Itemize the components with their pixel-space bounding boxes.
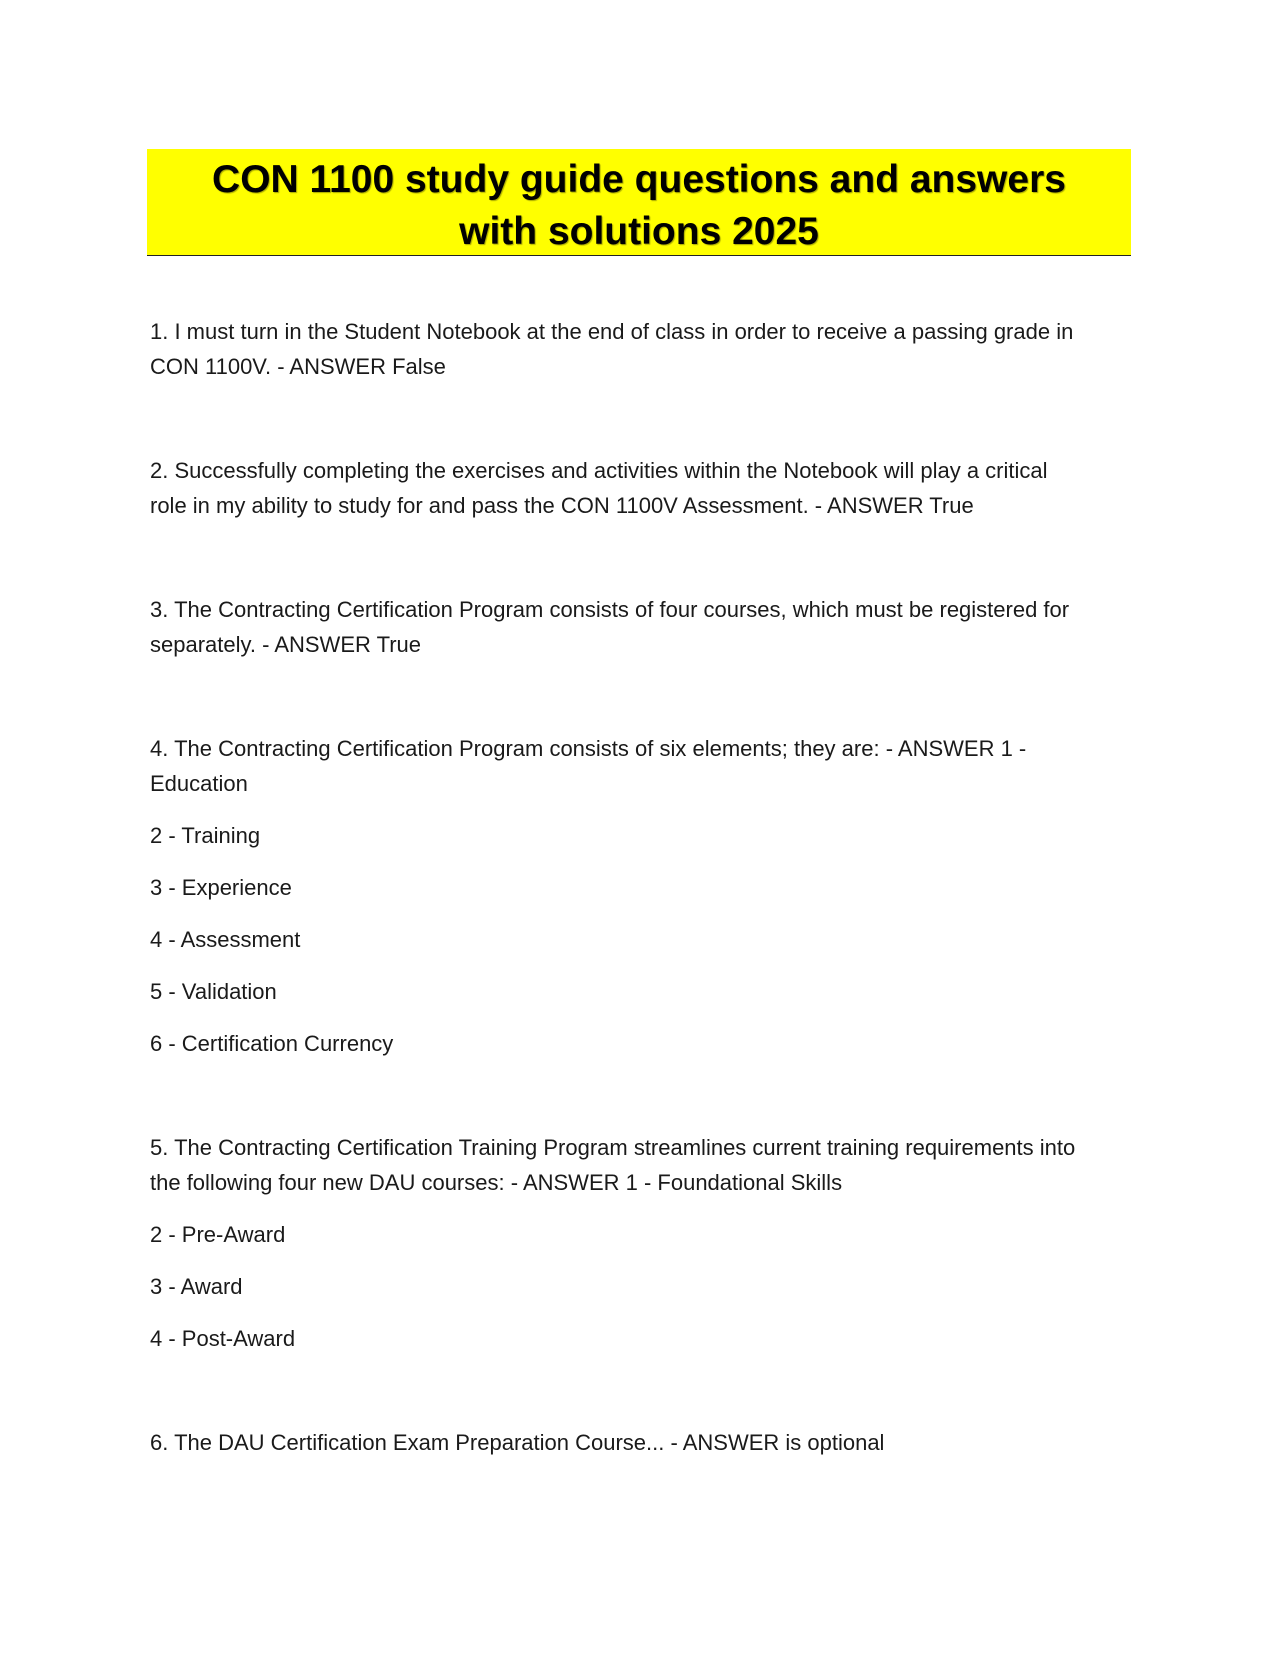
question-text-line: 2. Successfully completing the exercises and activities within the Notebook will play a critical: [150, 458, 1048, 483]
question-text-line: 4. The Contracting Certification Program consists of six elements; they are: - ANSWER 1 -: [150, 736, 1027, 761]
question-2: [150, 453, 1130, 523]
question-text-line: Education: [150, 771, 248, 796]
answer-list-item: 2 - Training: [150, 823, 261, 848]
question-text-line: 6. The DAU Certification Exam Preparation Course... - ANSWER is optional: [150, 1430, 885, 1455]
question-text-line: 1. I must turn in the Student Notebook at the end of class in order to receive a passing grade in: [150, 319, 1074, 344]
answer-list-item: 4 - Assessment: [150, 927, 301, 952]
title-line-2: with solutions 2025: [459, 210, 819, 253]
answer-list-item: 3 - Award: [150, 1274, 243, 1299]
question-text-line: 5. The Contracting Certification Training Program streamlines current training requirements into: [150, 1135, 1076, 1160]
answer-list-item: 5 - Validation: [150, 979, 277, 1004]
question-text-line: separately. - ANSWER True: [150, 632, 422, 657]
question-list: [150, 314, 1130, 1460]
title-line-1: CON 1100 study guide questions and answers: [212, 158, 1066, 201]
question-1: [150, 314, 1130, 384]
title-banner: [147, 149, 1131, 256]
question-3: [150, 592, 1130, 662]
question-5: [150, 1130, 1130, 1200]
question-text-line: role in my ability to study for and pass the CON 1100V Assessment. - ANSWER True: [150, 493, 974, 518]
answer-list-item: 3 - Experience: [150, 875, 292, 900]
question-text-line: the following four new DAU courses: - ANSWER 1 - Foundational Skills: [150, 1170, 843, 1195]
question-text-line: CON 1100V. - ANSWER False: [150, 354, 446, 379]
document-title: [147, 154, 1131, 258]
answer-list-item: 4 - Post-Award: [150, 1326, 296, 1351]
answer-list-item: 6 - Certification Currency: [150, 1031, 394, 1056]
question-text-line: 3. The Contracting Certification Program consists of four courses, which must be registered for: [150, 597, 1070, 622]
question-6: [150, 1425, 1130, 1460]
question-4: [150, 731, 1130, 801]
answer-list-item: 2 - Pre-Award: [150, 1222, 286, 1247]
